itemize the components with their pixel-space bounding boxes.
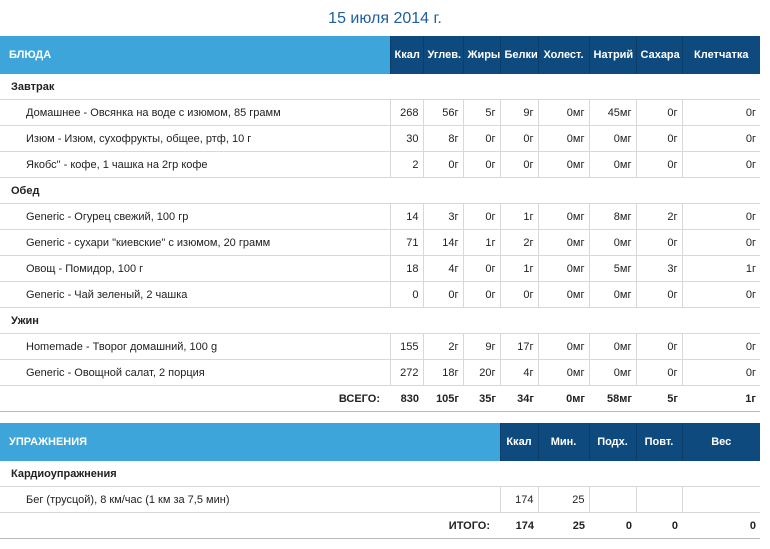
nutrient-value: 71 (390, 230, 423, 256)
nutrient-value: 0мг (538, 282, 589, 308)
nutrient-value: 0г (636, 230, 682, 256)
nutrient-value: 0мг (589, 334, 636, 360)
nutrient-value: 0г (636, 282, 682, 308)
nutrient-value: 0г (463, 204, 500, 230)
nutrient-value: 0мг (589, 230, 636, 256)
nutrient-value: 0г (500, 126, 538, 152)
nutrient-value: 14 (390, 204, 423, 230)
meal-name: Обед (0, 178, 760, 204)
nutrient-value: 0мг (589, 152, 636, 178)
nutrient-value: 0мг (538, 152, 589, 178)
exercise-section-name: Кардиоупражнения (0, 461, 760, 487)
nutrient-value: 18 (390, 256, 423, 282)
nutrient-value: 45мг (589, 100, 636, 126)
food-item-link[interactable]: Якобс" - кофе, 1 чашка на 2гр кофе (0, 152, 390, 178)
exercise-col-header: Повт. (636, 423, 682, 461)
exercise-total-value: 0 (636, 513, 682, 539)
meal-section-row (0, 308, 760, 334)
food-col-header: Холест. (538, 36, 589, 74)
nutrient-value: 0г (682, 282, 760, 308)
nutrient-value: 5г (463, 100, 500, 126)
exercise-value: 25 (538, 487, 589, 513)
exercise-col-header: Подх. (589, 423, 636, 461)
exercise-value: 174 (500, 487, 538, 513)
nutrient-value: 17г (500, 334, 538, 360)
exercise-value (589, 487, 636, 513)
exercise-section-row (0, 461, 760, 487)
exercise-value (636, 487, 682, 513)
nutrient-value: 155 (390, 334, 423, 360)
exercise-total-value: 25 (538, 513, 589, 539)
nutrient-value: 0г (682, 360, 760, 386)
nutrient-value: 272 (390, 360, 423, 386)
exercise-col-header: Мин. (538, 423, 589, 461)
food-total-value: 0мг (538, 386, 589, 412)
table-row (0, 282, 760, 308)
nutrient-value: 0г (463, 126, 500, 152)
nutrient-value: 20г (463, 360, 500, 386)
food-item-link[interactable]: Овощ - Помидор, 100 г (0, 256, 390, 282)
nutrient-value: 0мг (538, 100, 589, 126)
nutrient-value: 9г (463, 334, 500, 360)
table-row (0, 256, 760, 282)
page-title: 15 июля 2014 г. (328, 10, 442, 27)
food-item-link[interactable]: Generic - сухари "киевские" с изюмом, 20 грамм (0, 230, 390, 256)
exercise-table-header (0, 423, 760, 461)
nutrient-value: 4г (500, 360, 538, 386)
meal-section-row (0, 178, 760, 204)
nutrient-value: 0г (682, 126, 760, 152)
exercise-value (682, 487, 760, 513)
nutrient-value: 0г (423, 282, 463, 308)
table-row (0, 152, 760, 178)
table-row (0, 360, 760, 386)
nutrient-value: 0мг (538, 230, 589, 256)
nutrient-value: 0мг (589, 282, 636, 308)
food-item-link[interactable]: Homemade - Творог домашний, 100 g (0, 334, 390, 360)
nutrient-value: 3г (636, 256, 682, 282)
food-header-title: БЛЮДА (0, 36, 390, 74)
food-total-value: 1г (682, 386, 760, 412)
food-total-value: 5г (636, 386, 682, 412)
food-total-label: ВСЕГО: (0, 386, 390, 412)
nutrient-value: 0г (500, 282, 538, 308)
nutrient-value: 0г (636, 360, 682, 386)
exercise-table (0, 423, 760, 539)
exercise-col-header: Ккал (500, 423, 538, 461)
nutrient-value: 0мг (589, 126, 636, 152)
meal-name: Ужин (0, 308, 760, 334)
nutrient-value: 1г (463, 230, 500, 256)
nutrient-value: 0г (682, 152, 760, 178)
nutrient-value: 4г (423, 256, 463, 282)
food-total-row (0, 386, 760, 412)
nutrient-value: 0мг (538, 256, 589, 282)
nutrient-value: 0мг (538, 334, 589, 360)
nutrient-value: 9г (500, 100, 538, 126)
food-total-value: 35г (463, 386, 500, 412)
nutrient-value: 0г (463, 152, 500, 178)
food-total-value: 105г (423, 386, 463, 412)
nutrient-value: 0мг (538, 126, 589, 152)
nutrient-value: 2г (636, 204, 682, 230)
table-row (0, 126, 760, 152)
food-col-header: Клетчатка (682, 36, 760, 74)
nutrient-value: 0мг (538, 204, 589, 230)
exercise-total-row (0, 513, 760, 539)
exercise-total-value: 174 (500, 513, 538, 539)
nutrient-value: 18г (423, 360, 463, 386)
nutrient-value: 0г (636, 152, 682, 178)
nutrient-value: 0г (500, 152, 538, 178)
food-item-link[interactable]: Домашнее - Овсянка на воде с изюмом, 85 грамм (0, 100, 390, 126)
food-item-link[interactable]: Generic - Чай зеленый, 2 чашка (0, 282, 390, 308)
nutrient-value: 30 (390, 126, 423, 152)
nutrient-value: 2г (500, 230, 538, 256)
food-col-header: Жиры (463, 36, 500, 74)
table-row (0, 334, 760, 360)
nutrient-value: 8мг (589, 204, 636, 230)
food-col-header: Сахара (636, 36, 682, 74)
table-row (0, 204, 760, 230)
food-col-header: Углев. (423, 36, 463, 74)
nutrient-value: 8г (423, 126, 463, 152)
nutrient-value: 1г (500, 256, 538, 282)
nutrient-value: 5мг (589, 256, 636, 282)
nutrient-value: 0г (682, 100, 760, 126)
exercise-total-value: 0 (682, 513, 760, 539)
nutrient-value: 0г (463, 282, 500, 308)
food-diary-table (0, 36, 760, 412)
food-table-header (0, 36, 760, 74)
food-col-header: Ккал (390, 36, 423, 74)
nutrient-value: 0мг (538, 360, 589, 386)
exercise-col-header: Вес (682, 423, 760, 461)
meal-section-row (0, 74, 760, 100)
nutrient-value: 0г (423, 152, 463, 178)
nutrient-value: 0г (682, 334, 760, 360)
food-col-header: Натрий (589, 36, 636, 74)
food-item-link[interactable]: Generic - Овощной салат, 2 порция (0, 360, 390, 386)
nutrient-value: 2г (423, 334, 463, 360)
exercise-header-spacer (390, 423, 500, 461)
food-item-link[interactable]: Изюм - Изюм, сухофрукты, общее, ртф, 10 г (0, 126, 390, 152)
nutrient-value: 1г (500, 204, 538, 230)
nutrient-value: 2 (390, 152, 423, 178)
nutrient-value: 1г (682, 256, 760, 282)
nutrient-value: 0г (636, 334, 682, 360)
exercise-total-value: 0 (589, 513, 636, 539)
nutrient-value: 0г (463, 256, 500, 282)
nutrient-value: 3г (423, 204, 463, 230)
food-col-header: Белки (500, 36, 538, 74)
nutrient-value: 14г (423, 230, 463, 256)
food-total-value: 58мг (589, 386, 636, 412)
exercise-item-link[interactable]: Бег (трусцой), 8 км/час (1 км за 7,5 мин) (0, 487, 500, 513)
nutrient-value: 0г (682, 230, 760, 256)
food-total-value: 830 (390, 386, 423, 412)
table-row (0, 230, 760, 256)
table-row (0, 100, 760, 126)
exercise-header-title: УПРАЖНЕНИЯ (0, 423, 390, 461)
table-row (0, 487, 760, 513)
exercise-total-label: ИТОГО: (0, 513, 500, 539)
nutrient-value: 0мг (589, 360, 636, 386)
nutrient-value: 0г (636, 100, 682, 126)
nutrient-value: 268 (390, 100, 423, 126)
nutrient-value: 0 (390, 282, 423, 308)
food-item-link[interactable]: Generic - Огурец свежий, 100 гр (0, 204, 390, 230)
nutrient-value: 0г (682, 204, 760, 230)
nutrient-value: 0г (636, 126, 682, 152)
meal-name: Завтрак (0, 74, 760, 100)
nutrient-value: 56г (423, 100, 463, 126)
food-total-value: 34г (500, 386, 538, 412)
